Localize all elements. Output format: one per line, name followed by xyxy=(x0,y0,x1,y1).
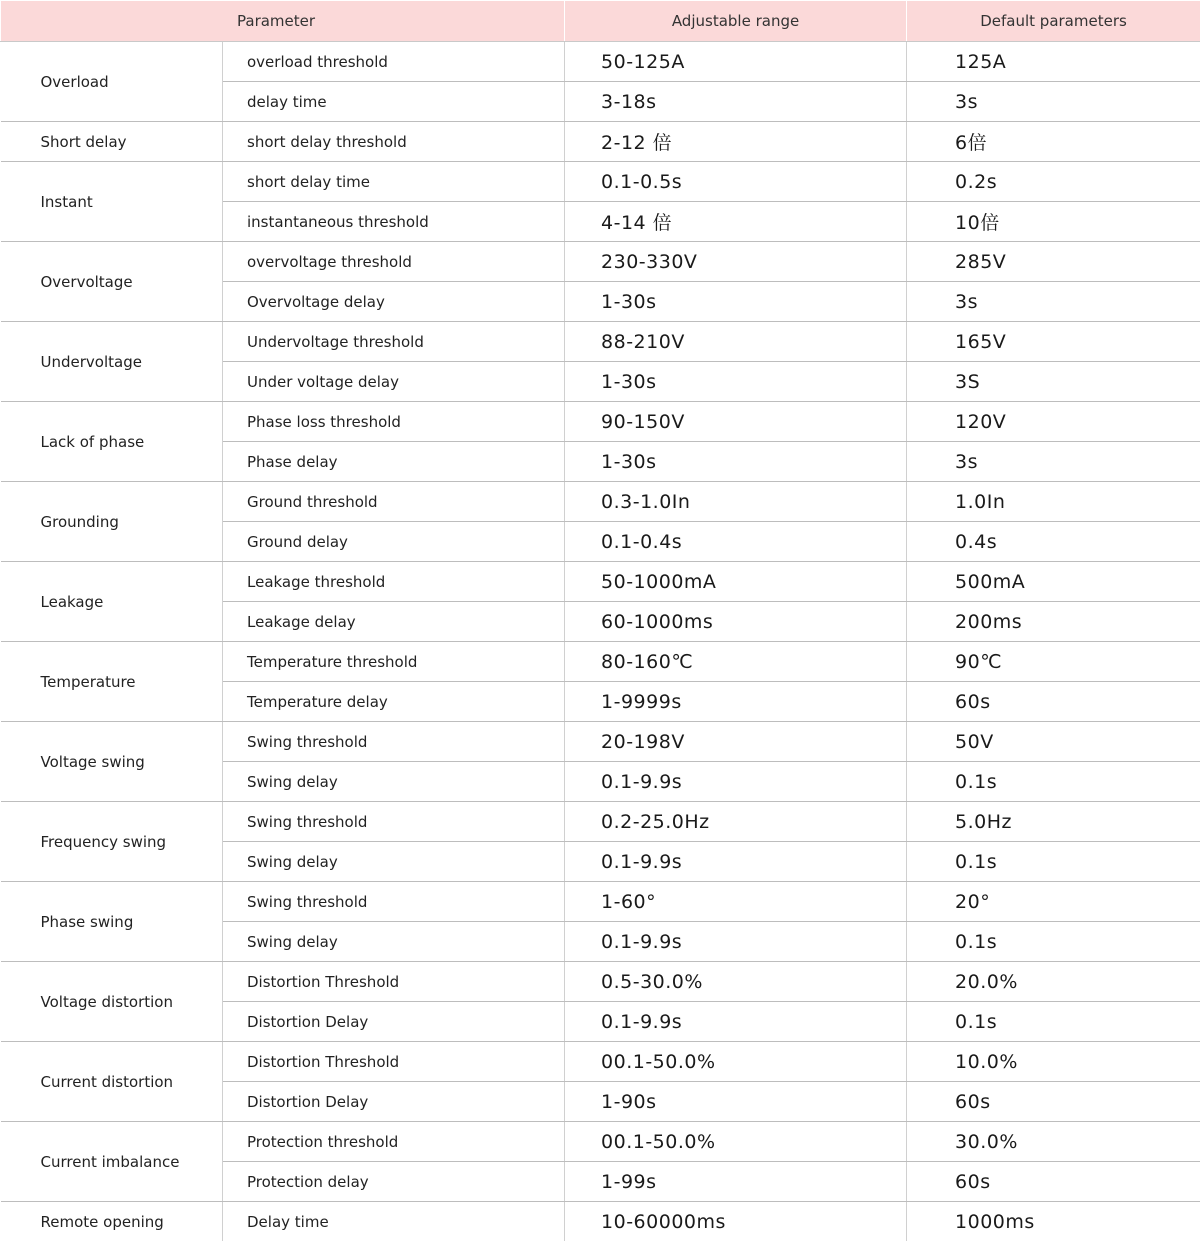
table-row xyxy=(1,562,1200,602)
default-parameter-value: 3s xyxy=(907,442,1200,482)
default-parameter-value: 120V xyxy=(907,402,1200,442)
adjustable-range-value: 1-30s xyxy=(565,442,907,482)
group-name: Overvoltage xyxy=(1,242,223,322)
parameter-name: Undervoltage threshold xyxy=(223,322,565,362)
default-parameter-value: 500mA xyxy=(907,562,1200,602)
default-parameter-value: 5.0Hz xyxy=(907,802,1200,842)
default-parameter-value: 3s xyxy=(907,82,1200,122)
table-row xyxy=(1,482,1200,522)
header-default-parameters: Default parameters xyxy=(907,1,1200,42)
group-name: Current distortion xyxy=(1,1042,223,1122)
default-parameter-value: 285V xyxy=(907,242,1200,282)
table-row xyxy=(1,122,1200,162)
parameter-name: Distortion Threshold xyxy=(223,1042,565,1082)
parameter-name: Swing delay xyxy=(223,762,565,802)
adjustable-range-value: 80-160℃ xyxy=(565,642,907,682)
adjustable-range-value: 50-125A xyxy=(565,42,907,82)
adjustable-range-value: 0.5-30.0% xyxy=(565,962,907,1002)
parameter-name: overload threshold xyxy=(223,42,565,82)
adjustable-range-value: 0.3-1.0In xyxy=(565,482,907,522)
default-parameter-value: 0.1s xyxy=(907,842,1200,882)
adjustable-range-value: 90-150V xyxy=(565,402,907,442)
group-name: Phase swing xyxy=(1,882,223,962)
parameter-name: Swing threshold xyxy=(223,882,565,922)
parameter-name: Temperature delay xyxy=(223,682,565,722)
parameter-name: Under voltage delay xyxy=(223,362,565,402)
parameter-name: short delay time xyxy=(223,162,565,202)
adjustable-range-value: 1-9999s xyxy=(565,682,907,722)
table-row xyxy=(1,242,1200,282)
adjustable-range-value: 4-14 倍 xyxy=(565,202,907,242)
header-parameter: Parameter xyxy=(1,1,565,42)
group-name: Overload xyxy=(1,42,223,122)
default-parameter-value: 50V xyxy=(907,722,1200,762)
header-adjustable-range: Adjustable range xyxy=(565,1,907,42)
default-parameter-value: 20° xyxy=(907,882,1200,922)
default-parameter-value: 1.0In xyxy=(907,482,1200,522)
group-name: Grounding xyxy=(1,482,223,562)
parameter-name: Temperature threshold xyxy=(223,642,565,682)
default-parameter-value: 90℃ xyxy=(907,642,1200,682)
default-parameter-value: 6倍 xyxy=(907,122,1200,162)
table-row xyxy=(1,642,1200,682)
table-row xyxy=(1,802,1200,842)
parameter-name: Leakage threshold xyxy=(223,562,565,602)
parameter-name: Distortion Delay xyxy=(223,1002,565,1042)
adjustable-range-value: 0.1-9.9s xyxy=(565,1002,907,1042)
group-name: Current imbalance xyxy=(1,1122,223,1202)
default-parameter-value: 30.0% xyxy=(907,1122,1200,1162)
parameter-name: Ground delay xyxy=(223,522,565,562)
parameter-name: Distortion Delay xyxy=(223,1082,565,1122)
parameter-name: Swing delay xyxy=(223,922,565,962)
default-parameter-value: 0.1s xyxy=(907,762,1200,802)
parameter-name: Distortion Threshold xyxy=(223,962,565,1002)
default-parameter-value: 0.1s xyxy=(907,1002,1200,1042)
parameter-name: instantaneous threshold xyxy=(223,202,565,242)
adjustable-range-value: 1-90s xyxy=(565,1082,907,1122)
group-name: Voltage swing xyxy=(1,722,223,802)
parameter-name: Ground threshold xyxy=(223,482,565,522)
group-name: Undervoltage xyxy=(1,322,223,402)
parameter-name: Overvoltage delay xyxy=(223,282,565,322)
default-parameter-value: 10倍 xyxy=(907,202,1200,242)
table-row xyxy=(1,882,1200,922)
group-name: Leakage xyxy=(1,562,223,642)
parameter-name: Phase delay xyxy=(223,442,565,482)
default-parameter-value: 60s xyxy=(907,1082,1200,1122)
table-row xyxy=(1,722,1200,762)
adjustable-range-value: 1-60° xyxy=(565,882,907,922)
adjustable-range-value: 60-1000ms xyxy=(565,602,907,642)
adjustable-range-value: 3-18s xyxy=(565,82,907,122)
default-parameter-value: 60s xyxy=(907,682,1200,722)
default-parameter-value: 0.2s xyxy=(907,162,1200,202)
default-parameter-value: 1000ms xyxy=(955,1210,1035,1233)
group-name: Remote opening xyxy=(1,1202,223,1242)
parameter-name: Phase loss threshold xyxy=(223,402,565,442)
parameter-name: Protection threshold xyxy=(223,1122,565,1162)
adjustable-range-value: 1-30s xyxy=(565,362,907,402)
adjustable-range-value: 50-1000mA xyxy=(565,562,907,602)
default-parameter-value: 200ms xyxy=(907,602,1200,642)
default-parameter-value: 3s xyxy=(907,282,1200,322)
parameter-name: Swing threshold xyxy=(223,802,565,842)
group-name: Lack of phase xyxy=(1,402,223,482)
adjustable-range-value: 00.1-50.0% xyxy=(565,1122,907,1162)
parameter-name: Swing delay xyxy=(223,842,565,882)
table-row xyxy=(1,1042,1200,1082)
parameter-name: overvoltage threshold xyxy=(223,242,565,282)
parameter-name: Swing threshold xyxy=(223,722,565,762)
default-parameter-value: 10.0% xyxy=(907,1042,1200,1082)
default-parameter-value: 60s xyxy=(907,1162,1200,1202)
parameter-name: short delay threshold xyxy=(223,122,565,162)
parameter-name: delay time xyxy=(223,82,565,122)
group-name: Instant xyxy=(1,162,223,242)
group-name: Temperature xyxy=(1,642,223,722)
table-row xyxy=(1,402,1200,442)
group-name: Short delay xyxy=(1,122,223,162)
table-row xyxy=(1,322,1200,362)
adjustable-range-value: 1-99s xyxy=(565,1162,907,1202)
table-row xyxy=(1,962,1200,1002)
table-row xyxy=(1,42,1200,82)
parameter-name: Delay time xyxy=(223,1202,565,1242)
adjustable-range-value: 2-12 倍 xyxy=(565,122,907,162)
parameter-name: Leakage delay xyxy=(223,602,565,642)
default-parameter-value: 0.1s xyxy=(907,922,1200,962)
adjustable-range-value: 00.1-50.0% xyxy=(565,1042,907,1082)
default-parameter-value: 165V xyxy=(907,322,1200,362)
default-parameter-value: 20.0% xyxy=(907,962,1200,1002)
table-row xyxy=(1,1122,1200,1162)
parameter-name: Protection delay xyxy=(223,1162,565,1202)
adjustable-range-value: 0.2-25.0Hz xyxy=(565,802,907,842)
default-parameter-value: 3S xyxy=(907,362,1200,402)
adjustable-range-value: 10-60000ms xyxy=(565,1202,907,1242)
table-row xyxy=(1,1202,1200,1242)
default-parameter-value: 0.4s xyxy=(907,522,1200,562)
table-body xyxy=(1,42,1200,1242)
group-name: Frequency swing xyxy=(1,802,223,882)
adjustable-range-value: 20-198V xyxy=(565,722,907,762)
adjustable-range-value: 0.1-0.5s xyxy=(565,162,907,202)
table-header-row xyxy=(1,1,1200,42)
default-parameter-value: 125A xyxy=(907,42,1200,82)
adjustable-range-value: 0.1-0.4s xyxy=(565,522,907,562)
adjustable-range-value: 0.1-9.9s xyxy=(565,842,907,882)
adjustable-range-value: 88-210V xyxy=(565,322,907,362)
adjustable-range-value: 230-330V xyxy=(565,242,907,282)
adjustable-range-value: 1-30s xyxy=(565,282,907,322)
group-name: Voltage distortion xyxy=(1,962,223,1042)
table-row xyxy=(1,162,1200,202)
adjustable-range-value: 0.1-9.9s xyxy=(565,922,907,962)
adjustable-range-value: 0.1-9.9s xyxy=(565,762,907,802)
